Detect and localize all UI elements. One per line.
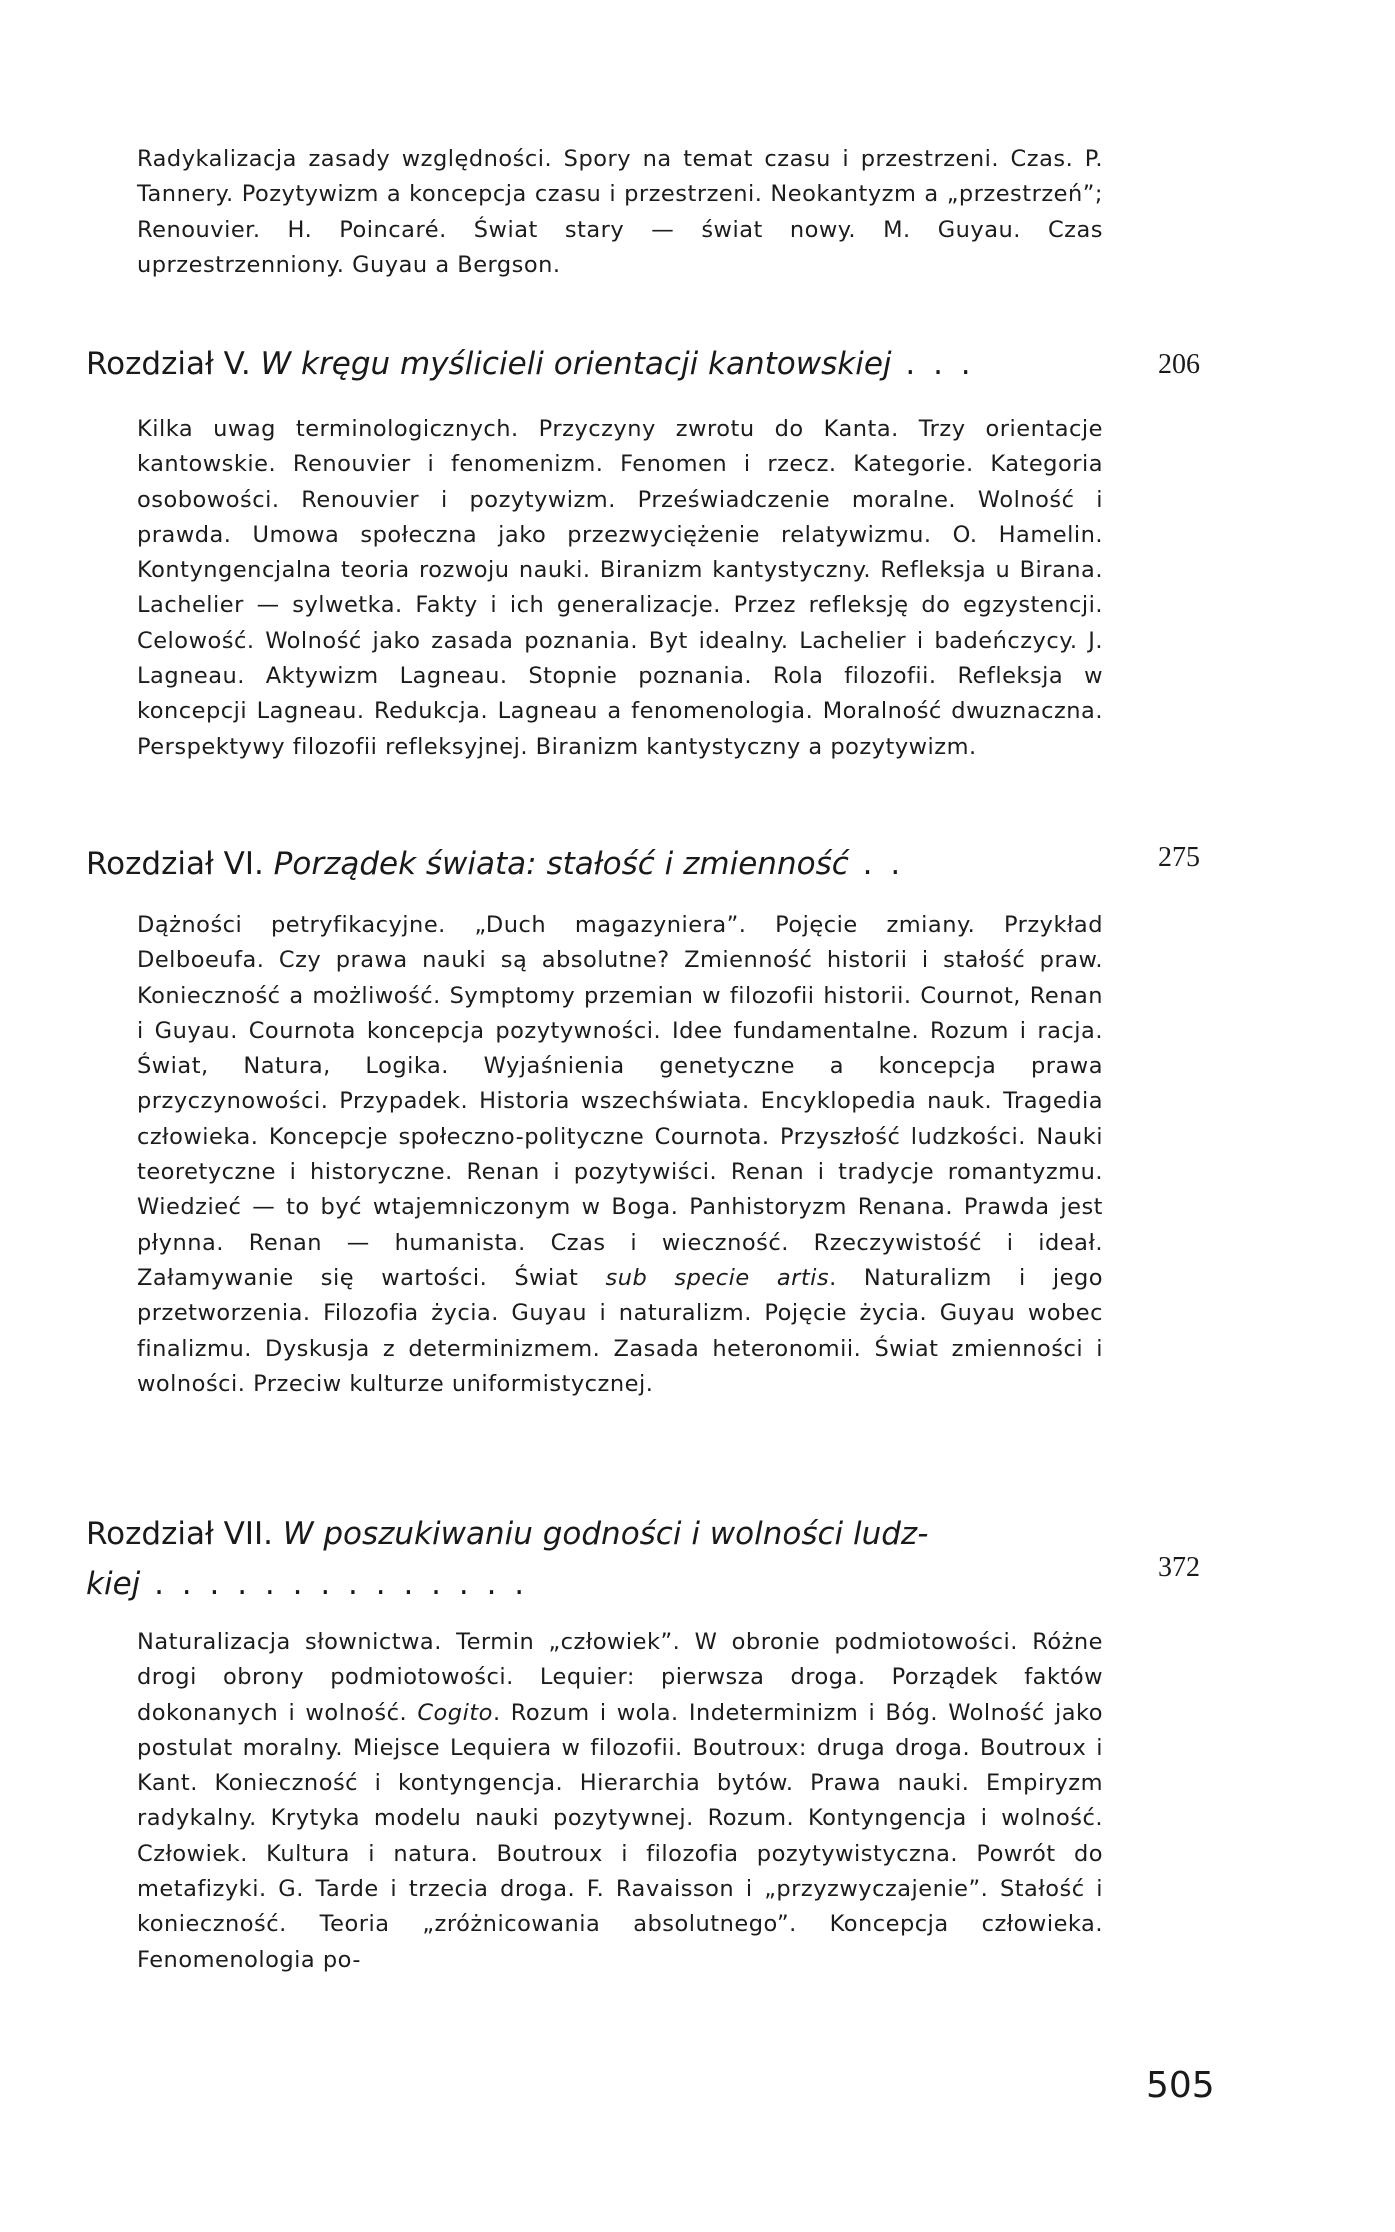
chapter-5-label: Rozdział V. <box>86 346 251 382</box>
chapter-6-heading <box>86 842 1106 886</box>
chapter-7-title-line-2: kiej <box>86 1566 141 1602</box>
chapter-7-page-number: 372 <box>1158 1552 1200 1583</box>
chapter-7-leader-dots: . . . . . . . . . . . . . . <box>140 1566 529 1602</box>
intro-summary-paragraph: Radykalizacja zasady względności. Spory na temat czasu i przestrzeni. Czas. P. Tannery. Pozytywizm a koncepcja czasu i przestrzeni. Neokantyzm a „przestrzeń”; Renouvier. H. Poincaré. Świat stary — świat nowy. M. Guyau. Czas uprzestrzenniony. Guyau a Bergson. <box>137 146 1103 278</box>
chapter-6-label: Rozdział VI. <box>86 846 264 882</box>
chapter-7-summary <box>137 1625 1103 1978</box>
chapter-7-heading <box>86 1512 1106 1556</box>
chapter-7-summary-italic: Cogito <box>417 1699 493 1726</box>
chapter-6-title: Porządek świata: stałość i zmienność <box>273 846 849 882</box>
chapter-5-title: W kręgu myślicieli orientacji kantowskiej <box>260 346 892 382</box>
chapter-6-page-number: 275 <box>1158 842 1200 873</box>
chapter-5-page-number: 206 <box>1158 349 1200 380</box>
chapter-7-heading-continued <box>86 1562 1106 1606</box>
chapter-6-leader-dots: . . <box>848 846 905 882</box>
chapter-5-summary: Kilka uwag terminologicznych. Przyczyny zwrotu do Kanta. Trzy orientacje kantowskie. Renouvier i fenomenizm. Fenomen i rzecz. Kategorie. Kategoria osobowości. Renouvier i pozytywizm. Przeświadczenie moralne. Wolność i prawda. Umowa społeczna jako przezwyciężenie relatywizmu. O. Hamelin. Kontyngencjalna teoria rozwoju nauki. Biranizm kantystyczny. Refleksja u Birana. Lachelier — sylwetka. Fakty i ich generalizacje. Przez refleksję do egzystencji. Celowość. Wolność jako zasada poznania. Byt idealny. Lachelier i badeńczycy. J. Lagneau. Aktywizm Lagneau. Stopnie poznania. Rola filozofii. Refleksja w koncepcji Lagneau. Redukcja. Lagneau a fenomenologia. Moralność dwuznaczna. Perspektywy filozofii refleksyjnej. Biranizm kantystyczny a pozytywizm. <box>137 416 1103 760</box>
chapter-6-summary <box>137 908 1103 1402</box>
chapter-5-leader-dots: . . . <box>891 346 975 382</box>
chapter-6-summary-part-1: Dążności petryfikacyjne. „Duch magazyniera”. Pojęcie zmiany. Przykład Delboeufa. Czy prawa nauki są absolutne? Zmienność historii i stałość praw. Konieczność a możliwość. Symptomy przemian w filozofii historii. Cournot, Renan i Guyau. Cournota koncepcja pozytywności. Idee fundamentalne. Rozum i racja. Świat, Natura, Logika. Wyjaśnienia genetyczne a koncepcja prawa przyczynowości. Przypadek. Historia wszechświata. Encyklopedia nauk. Tragedia człowieka. Koncepcje społeczno-polityczne Cournota. Przyszłość ludzkości. Nauki teoretyczne i historyczne. Renan i pozytywiści. Renan i tradycje romantyzmu. Wiedzieć — to być wtajemniczonym w Boga. Panhistoryzm Renana. Prawda jest płynna. Renan — humanista. Czas i wieczność. Rzeczywistość i ideał. Załamywanie się wartości. Świat <box>137 912 1103 1291</box>
chapter-7-title-line-1: W poszukiwaniu godności i wolności ludz- <box>282 1516 929 1552</box>
chapter-6-summary-part-2: . Naturalizm i jego przetworzenia. Filozofia życia. Guyau i naturalizm. Pojęcie życia. Guyau wobec finalizmu. Dyskusja z determinizmem. Zasada heteronomii. Świat zmienności i wolności. Przeciw kulturze uniformistycznej. <box>137 1264 1104 1397</box>
page-number: 505 <box>1146 2065 1215 2106</box>
chapter-7-summary-part-2: . Rozum i wola. Indeterminizm i Bóg. Wolność jako postulat moralny. Miejsce Lequiera w filozofii. Boutroux: druga droga. Boutroux i Kant. Konieczność i kontyngencja. Hierarchia bytów. Prawa nauki. Empiryzm radykalny. Krytyka modelu nauki pozytywnej. Rozum. Kontyngencja i wolność. Człowiek. Kultura i natura. Boutroux i filozofia pozytywistyczna. Powrót do metafizyki. G. Tarde i trzecia droga. F. Ravaisson i „przyzwyczajenie”. Stałość i konieczność. Teoria „zróżnicowania absolutnego”. Koncepcja człowieka. Fenomenologia po- <box>137 1699 1104 1973</box>
chapter-5-heading <box>86 342 1106 386</box>
chapter-6-summary-italic: sub specie artis <box>605 1264 830 1291</box>
chapter-7-summary-part-1: Naturalizacja słownictwa. Termin „człowiek”. W obronie podmiotowości. Różne drogi obrony podmiotowości. Lequier: pierwsza droga. Porządek faktów dokonanych i wolność. <box>137 1629 1103 1726</box>
chapter-7-label: Rozdział VII. <box>86 1516 273 1552</box>
